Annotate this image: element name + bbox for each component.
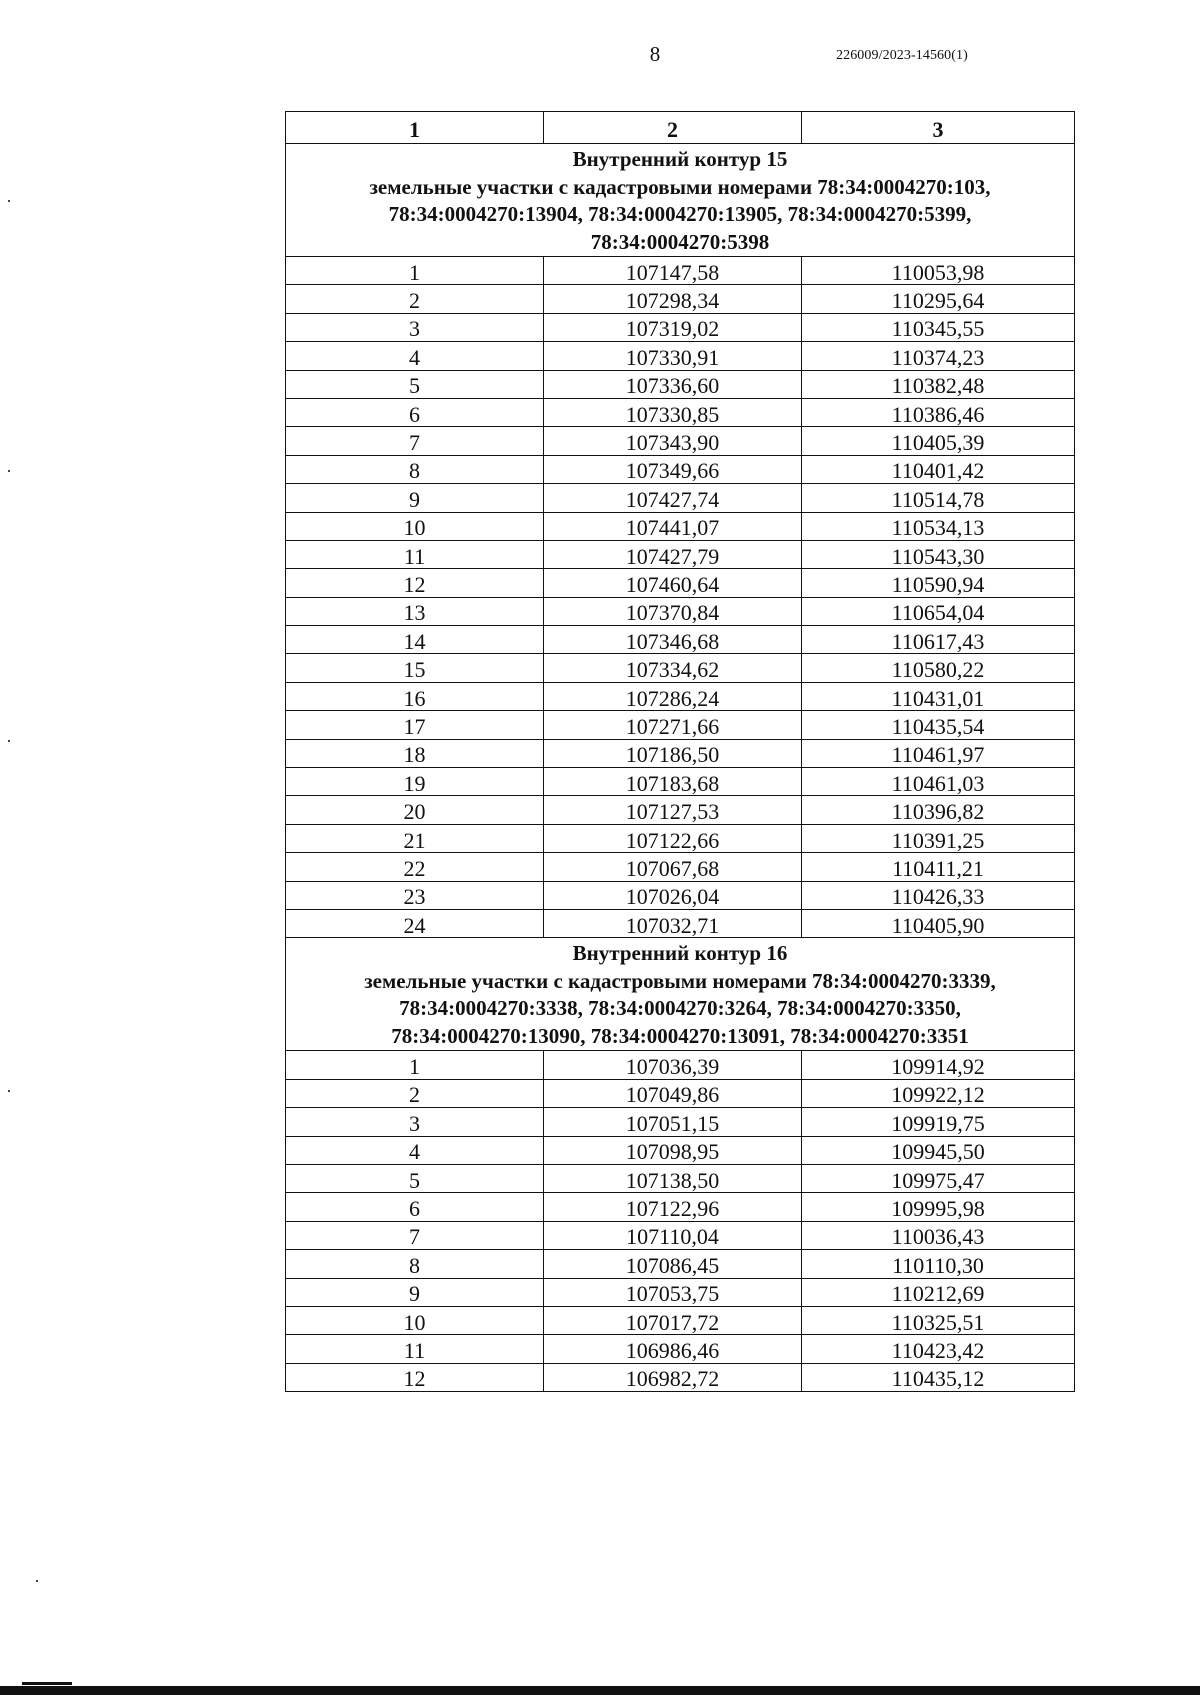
table-row	[286, 484, 1075, 512]
coordinate-y: 110435,54	[802, 711, 1075, 739]
point-number: 23	[286, 881, 544, 909]
coordinate-x: 107049,86	[544, 1079, 802, 1107]
contour-description-line: земельные участки с кадастровыми номерами 78:34:0004270:3339,	[364, 968, 996, 993]
scan-speck	[8, 740, 10, 742]
table-row	[286, 313, 1075, 341]
contour-description-line: земельные участки с кадастровыми номерами 78:34:0004270:103,	[369, 174, 991, 199]
point-number: 18	[286, 739, 544, 767]
coordinate-x: 106986,46	[544, 1335, 802, 1363]
table-row	[286, 597, 1075, 625]
coordinate-y: 110391,25	[802, 824, 1075, 852]
coordinate-y: 109914,92	[802, 1051, 1075, 1079]
table-row	[286, 1278, 1075, 1306]
coordinate-x: 107336,60	[544, 370, 802, 398]
table-row	[286, 540, 1075, 568]
coordinate-x: 107053,75	[544, 1278, 802, 1306]
table-row	[286, 257, 1075, 285]
coordinate-y: 109922,12	[802, 1079, 1075, 1107]
point-number: 8	[286, 455, 544, 483]
coordinates-table-body	[286, 112, 1075, 1392]
point-number: 17	[286, 711, 544, 739]
coordinate-y: 110053,98	[802, 257, 1075, 285]
point-number: 16	[286, 682, 544, 710]
coordinate-y: 110435,12	[802, 1363, 1075, 1391]
scan-speck	[8, 470, 10, 472]
scan-edge-mark	[22, 1682, 72, 1685]
coordinate-x: 107298,34	[544, 285, 802, 313]
table-row	[286, 398, 1075, 426]
scan-speck	[8, 200, 10, 202]
table-row	[286, 1306, 1075, 1334]
point-number: 4	[286, 1136, 544, 1164]
point-number: 20	[286, 796, 544, 824]
table-row	[286, 1363, 1075, 1391]
point-number: 13	[286, 597, 544, 625]
coordinate-y: 110423,42	[802, 1335, 1075, 1363]
point-number: 7	[286, 427, 544, 455]
coordinate-x: 107127,53	[544, 796, 802, 824]
coordinate-x: 107017,72	[544, 1306, 802, 1334]
contour-description-line: 78:34:0004270:13904, 78:34:0004270:13905, 78:34:0004270:5399,	[388, 202, 972, 226]
coordinate-x: 107460,64	[544, 569, 802, 597]
point-number: 10	[286, 1306, 544, 1334]
point-number: 5	[286, 370, 544, 398]
coordinate-y: 110411,21	[802, 853, 1075, 881]
coordinate-x: 107067,68	[544, 853, 802, 881]
coordinate-y: 110461,97	[802, 739, 1075, 767]
coordinate-y: 109919,75	[802, 1108, 1075, 1136]
point-number: 5	[286, 1164, 544, 1192]
coordinate-x: 107271,66	[544, 711, 802, 739]
coordinate-x: 107330,85	[544, 398, 802, 426]
contour-title: Внутренний контур 16	[572, 941, 788, 966]
coordinate-x: 107036,39	[544, 1051, 802, 1079]
point-number: 24	[286, 909, 544, 937]
point-number: 2	[286, 285, 544, 313]
coordinate-x: 107330,91	[544, 342, 802, 370]
point-number: 9	[286, 484, 544, 512]
section-header	[286, 938, 1075, 1051]
coordinate-y: 110431,01	[802, 682, 1075, 710]
coordinate-x: 107346,68	[544, 626, 802, 654]
scan-bottom-edge	[0, 1686, 1200, 1695]
coordinate-y: 110580,22	[802, 654, 1075, 682]
coordinate-y: 110036,43	[802, 1221, 1075, 1249]
table-row	[286, 881, 1075, 909]
coordinate-y: 110382,48	[802, 370, 1075, 398]
point-number: 7	[286, 1221, 544, 1249]
coordinate-x: 107349,66	[544, 455, 802, 483]
point-number: 15	[286, 654, 544, 682]
table-row	[286, 427, 1075, 455]
coordinate-x: 107138,50	[544, 1164, 802, 1192]
point-number: 9	[286, 1278, 544, 1306]
contour-title: Внутренний контур 15	[572, 147, 788, 171]
column-header: 3	[802, 112, 1075, 144]
table-row	[286, 909, 1075, 937]
coordinate-y: 110461,03	[802, 768, 1075, 796]
table-row	[286, 1108, 1075, 1136]
point-number: 12	[286, 569, 544, 597]
table-row	[286, 796, 1075, 824]
table-row	[286, 569, 1075, 597]
coordinate-x: 107370,84	[544, 597, 802, 625]
section-header-row	[286, 144, 1075, 257]
table-row	[286, 512, 1075, 540]
coordinate-x: 107319,02	[544, 313, 802, 341]
column-header: 2	[544, 112, 802, 144]
table-row	[286, 1335, 1075, 1363]
coordinate-x: 107343,90	[544, 427, 802, 455]
point-number: 1	[286, 257, 544, 285]
table-row	[286, 824, 1075, 852]
table-row	[286, 739, 1075, 767]
coordinate-x: 107026,04	[544, 881, 802, 909]
coordinate-y: 110110,30	[802, 1250, 1075, 1278]
table-row	[286, 1136, 1075, 1164]
coordinates-table	[285, 111, 1075, 1392]
coordinate-y: 110374,23	[802, 342, 1075, 370]
table-row	[286, 626, 1075, 654]
coordinate-y: 110212,69	[802, 1278, 1075, 1306]
table-row	[286, 342, 1075, 370]
scan-speck	[8, 1090, 10, 1092]
point-number: 11	[286, 540, 544, 568]
coordinate-y: 110325,51	[802, 1306, 1075, 1334]
coordinate-x: 107098,95	[544, 1136, 802, 1164]
coordinate-x: 107441,07	[544, 512, 802, 540]
coordinate-y: 110543,30	[802, 540, 1075, 568]
coordinate-y: 110514,78	[802, 484, 1075, 512]
coordinate-y: 110401,42	[802, 455, 1075, 483]
point-number: 8	[286, 1250, 544, 1278]
contour-description-line: 78:34:0004270:13090, 78:34:0004270:13091, 78:34:0004270:3351	[391, 1023, 969, 1048]
table-row	[286, 1079, 1075, 1107]
column-header: 1	[286, 112, 544, 144]
table-row	[286, 1164, 1075, 1192]
table-row	[286, 768, 1075, 796]
table-row	[286, 1221, 1075, 1249]
coordinate-x: 107051,15	[544, 1108, 802, 1136]
point-number: 11	[286, 1335, 544, 1363]
coordinate-x: 107147,58	[544, 257, 802, 285]
coordinate-x: 107427,79	[544, 540, 802, 568]
table-header-row	[286, 112, 1075, 144]
page-number: 8	[649, 42, 661, 66]
point-number: 12	[286, 1363, 544, 1391]
table-row	[286, 1051, 1075, 1079]
point-number: 19	[286, 768, 544, 796]
point-number: 3	[286, 313, 544, 341]
scan-speck	[36, 1580, 38, 1582]
contour-description-line: 78:34:0004270:5398	[590, 229, 770, 254]
coordinate-x: 107186,50	[544, 739, 802, 767]
point-number: 6	[286, 398, 544, 426]
point-number: 1	[286, 1051, 544, 1079]
table-row	[286, 682, 1075, 710]
table-row	[286, 1193, 1075, 1221]
coordinate-y: 110396,82	[802, 796, 1075, 824]
point-number: 21	[286, 824, 544, 852]
point-number: 2	[286, 1079, 544, 1107]
table-row	[286, 285, 1075, 313]
coordinate-y: 110654,04	[802, 597, 1075, 625]
coordinate-y: 110590,94	[802, 569, 1075, 597]
coordinate-y: 109995,98	[802, 1193, 1075, 1221]
coordinate-x: 107110,04	[544, 1221, 802, 1249]
table-row	[286, 711, 1075, 739]
contour-description-line: 78:34:0004270:3338, 78:34:0004270:3264, 78:34:0004270:3350,	[399, 996, 961, 1021]
table-row	[286, 654, 1075, 682]
section-header-row	[286, 938, 1075, 1051]
coordinate-x: 107183,68	[544, 768, 802, 796]
coordinate-x: 107086,45	[544, 1250, 802, 1278]
coordinate-y: 110345,55	[802, 313, 1075, 341]
point-number: 4	[286, 342, 544, 370]
coordinate-x: 106982,72	[544, 1363, 802, 1391]
coordinate-y: 110295,64	[802, 285, 1075, 313]
point-number: 6	[286, 1193, 544, 1221]
coordinate-x: 107122,96	[544, 1193, 802, 1221]
point-number: 22	[286, 853, 544, 881]
coordinate-x: 107032,71	[544, 909, 802, 937]
coordinate-x: 107122,66	[544, 824, 802, 852]
table-row	[286, 455, 1075, 483]
coordinate-x: 107427,74	[544, 484, 802, 512]
coordinate-y: 110405,39	[802, 427, 1075, 455]
coordinate-y: 109975,47	[802, 1164, 1075, 1192]
point-number: 14	[286, 626, 544, 654]
table-row	[286, 853, 1075, 881]
coordinate-y: 110426,33	[802, 881, 1075, 909]
document-code: 226009/2023-14560(1)	[836, 48, 968, 63]
coordinate-y: 110386,46	[802, 398, 1075, 426]
section-header	[286, 144, 1075, 257]
coordinate-y: 110617,43	[802, 626, 1075, 654]
table-row	[286, 1250, 1075, 1278]
coordinate-y: 109945,50	[802, 1136, 1075, 1164]
coordinate-x: 107286,24	[544, 682, 802, 710]
point-number: 3	[286, 1108, 544, 1136]
coordinate-y: 110534,13	[802, 512, 1075, 540]
point-number: 10	[286, 512, 544, 540]
table-row	[286, 370, 1075, 398]
coordinate-x: 107334,62	[544, 654, 802, 682]
coordinate-y: 110405,90	[802, 909, 1075, 937]
